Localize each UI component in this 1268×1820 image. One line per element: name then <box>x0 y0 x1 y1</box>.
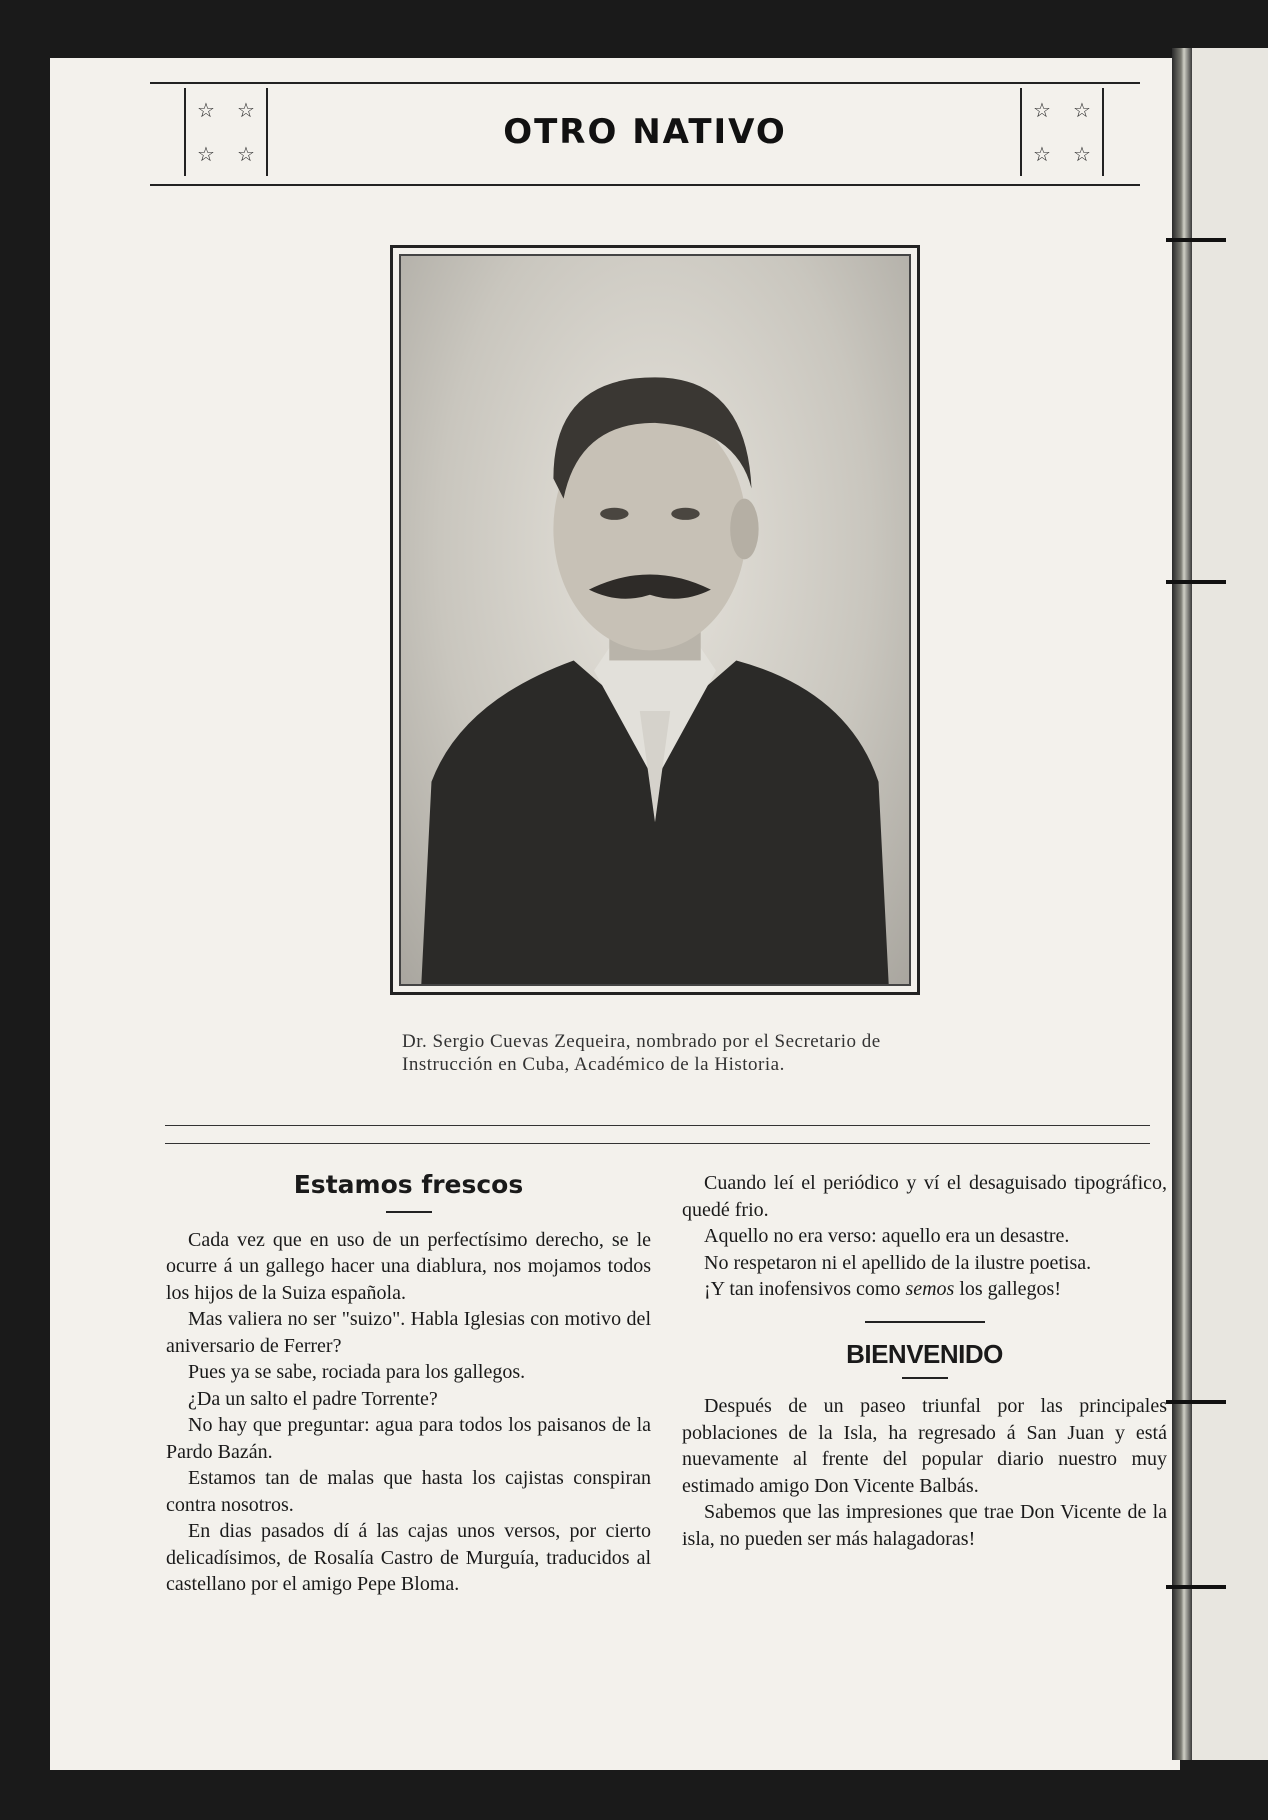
binding-nail <box>1166 1585 1226 1589</box>
text-run: los gallegos! <box>959 1278 1061 1300</box>
article-paragraph: No hay que preguntar: agua para todos los paisanos de la Pardo Bazán. <box>166 1414 651 1463</box>
article-paragraph <box>682 1276 1167 1303</box>
article-paragraph: No respetaron ni el apellido de la ilustre poetisa. <box>704 1251 1092 1274</box>
divider-rule <box>165 1125 1150 1126</box>
star-icon: ☆ <box>197 143 215 166</box>
article-separator <box>865 1321 985 1323</box>
article-paragraph: Mas valiera no ser "suizo". Habla Iglesias con motivo del aniversario de Ferrer? <box>166 1308 651 1357</box>
star-ornament-right <box>1020 88 1104 176</box>
book-spine <box>1172 48 1192 1760</box>
text-run: ¡Y tan inofensivos como <box>704 1278 901 1300</box>
portrait-illustration <box>401 256 909 984</box>
title-underline <box>386 1211 432 1213</box>
italic-word: semos <box>905 1278 955 1300</box>
divider-rule <box>165 1143 1150 1144</box>
article-title-bienvenido: BIENVENIDO <box>846 1338 1003 1369</box>
article-paragraph: Cuando leí el periódico y ví el desaguisado tipográfico, quedé frio. <box>682 1172 1167 1221</box>
article-paragraph: Aquello no era verso: aquello era un desastre. <box>704 1225 1070 1247</box>
masthead-title: OTRO NATIVO <box>503 112 787 152</box>
portrait-caption: Dr. Sergio Cuevas Zequeira, nombrado por el Secretario de Instrucción en Cuba, Académico de la Historia. <box>402 1031 881 1075</box>
star-icon: ☆ <box>1073 143 1091 166</box>
masthead <box>150 82 1140 186</box>
portrait-frame <box>390 245 920 995</box>
article-paragraph: Cada vez que en uso de un perfectísimo derecho, se le ocurre á un gallego hacer una diablura, nos mojamos todos los hijos de la Suiza española. <box>166 1228 651 1304</box>
next-page-edge <box>1192 48 1268 1760</box>
article-title-estamos-frescos: Estamos frescos <box>293 1170 524 1199</box>
star-icon: ☆ <box>1073 99 1091 122</box>
column-right <box>682 1170 1167 1552</box>
article-paragraph: ¿Da un salto el padre Torrente? <box>188 1387 438 1410</box>
binding-nail <box>1166 580 1226 584</box>
article-paragraph: Pues ya se sabe, rociada para los gallegos. <box>188 1361 526 1383</box>
star-icon: ☆ <box>197 99 215 122</box>
title-underline <box>902 1377 948 1379</box>
column-left <box>166 1172 651 1598</box>
star-icon: ☆ <box>1033 99 1051 122</box>
star-icon: ☆ <box>1033 143 1051 166</box>
article-paragraph: Después de un paseo triunfal por las principales poblaciones de la Isla, ha regresado á San Juan y está nuevamente al frente del popular diario nuestro muy estimado amigo Don Vicente Balbás. <box>682 1395 1167 1497</box>
article-paragraph: Estamos tan de malas que hasta los cajistas conspiran contra nosotros. <box>166 1467 651 1516</box>
star-icon: ☆ <box>237 143 255 166</box>
star-icon: ☆ <box>237 99 255 122</box>
article-paragraph: Sabemos que las impresiones que trae Don Vicente de la isla, no pueden ser más halagadoras! <box>682 1501 1167 1550</box>
binding-nail <box>1166 1400 1226 1404</box>
article-paragraph: En dias pasados dí á las cajas unos versos, por cierto delicadísimos, de Rosalía Castro de Murguía, traducidos al castellano por el amigo Pepe Bloma. <box>166 1520 651 1595</box>
portrait-photo <box>399 254 911 986</box>
binding-nail <box>1166 238 1226 242</box>
